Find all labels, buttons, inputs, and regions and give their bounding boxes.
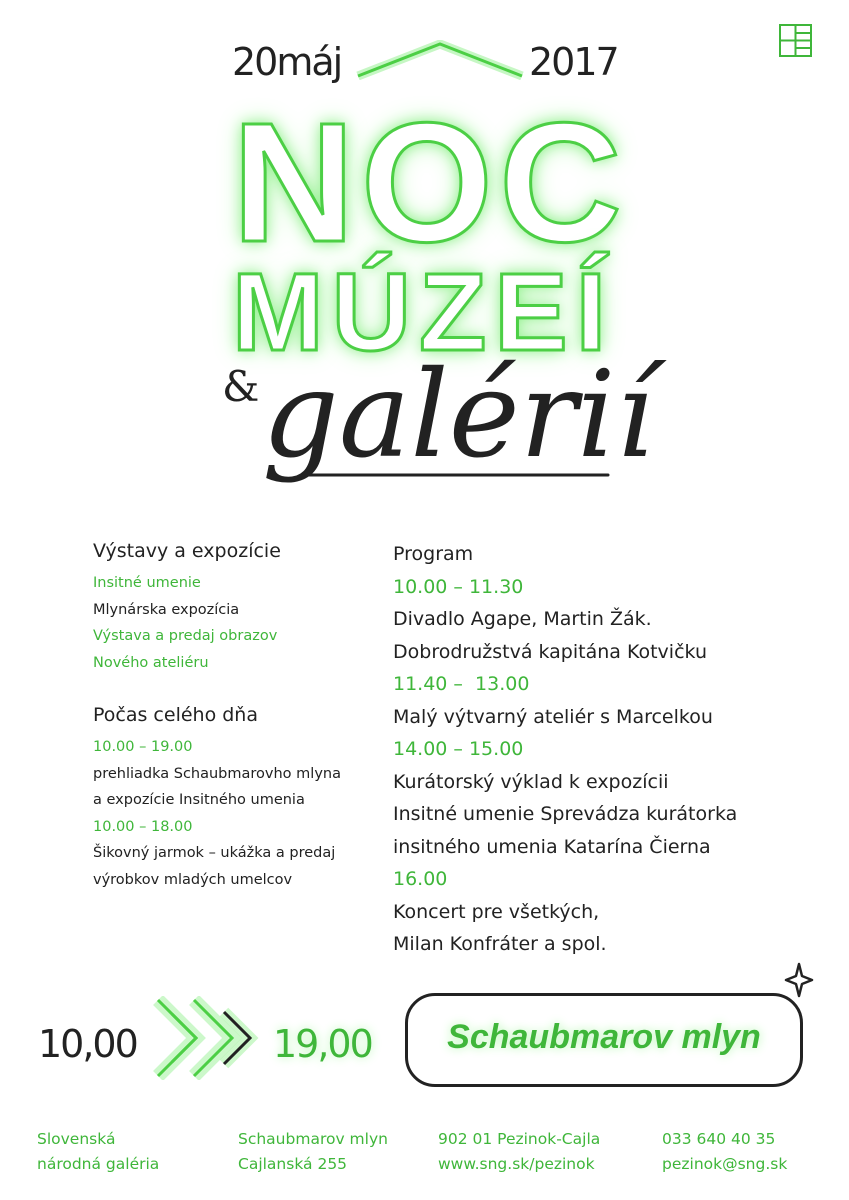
program-line: Kurátorský výklad k expozícii [393,770,669,793]
program-line: Dobrodružstvá kapitána Kotvičku [393,640,707,663]
date-day-month: 20máj [232,40,342,84]
list-item: Šikovný jarmok – ukážka a predaj [93,845,336,861]
list-item: výrobkov mladých umelcov [93,871,293,888]
list-item: prehliadka Schaubmarovho mlyna [93,765,341,782]
program-line: insitného umenia Katarína Čierna [393,835,711,858]
program-line: 10.00 – 11.30 [393,575,524,598]
footer-line: Cajlanská 255 [238,1155,348,1173]
program-heading: Program [393,543,474,565]
exhibitions-list [93,570,383,676]
footer-city-web [438,1127,600,1177]
double-chevron-icon [150,996,268,1080]
list-item: Nového ateliéru [93,654,209,671]
program-line: Koncert pre všetkých, [393,900,600,923]
program-line: 11.40 – 13.00 [393,673,530,695]
email-link[interactable]: pezinok@sng.sk [662,1155,788,1173]
list-item: 10.00 – 18.00 [93,818,193,835]
program-line: Divadlo Agape, Martin Žák. [393,608,652,630]
title-galerii: galérií [262,346,654,485]
left-column [93,538,383,893]
footer-address [238,1127,388,1177]
program-line: Milan Konfráter a spol. [393,933,607,955]
title-noc: NOC [232,88,628,278]
program-column [393,538,813,961]
sng-logo-icon [779,24,812,57]
sparkle-icon [784,962,814,998]
title-underline [300,470,610,480]
footer-line: Schaubmarov mlyn [238,1130,388,1148]
program-line: 14.00 – 15.00 [393,738,524,760]
phone-number[interactable]: 033 640 40 35 [662,1130,776,1148]
ampersand: & [222,362,260,411]
program-line: Malý výtvarný ateliér s Marcelkou [393,705,713,728]
closing-time: 19,00 [273,1022,372,1066]
footer-contact [662,1127,787,1177]
title-muzei: MÚZEÍ [232,251,615,374]
website-link[interactable]: www.sng.sk/pezinok [438,1155,595,1173]
footer-line: Slovenská [37,1130,116,1148]
footer-line: 902 01 Pezinok-Cajla [438,1130,601,1148]
roof-line-icon [356,40,524,80]
allday-heading: Počas celého dňa [93,704,258,726]
opening-time: 10,00 [38,1022,137,1066]
footer-line: národná galéria [37,1155,160,1173]
footer-organization [37,1127,159,1177]
program-line: Insitné umenie Sprevádza kurátorka [393,803,738,825]
list-item: Mlynárska expozícia [93,601,240,618]
list-item: Výstava a predaj obrazov [93,628,278,644]
exhibitions-heading: Výstavy a expozície [93,540,281,562]
list-item: a expozície Insitného umenia [93,792,305,808]
list-item: 10.00 – 19.00 [93,739,193,755]
allday-list [93,734,383,893]
program-line: 16.00 [393,868,448,890]
list-item: Insitné umenie [93,575,201,591]
venue-name: Schaubmarov mlyn [447,1018,761,1056]
date-year: 2017 [529,40,618,84]
